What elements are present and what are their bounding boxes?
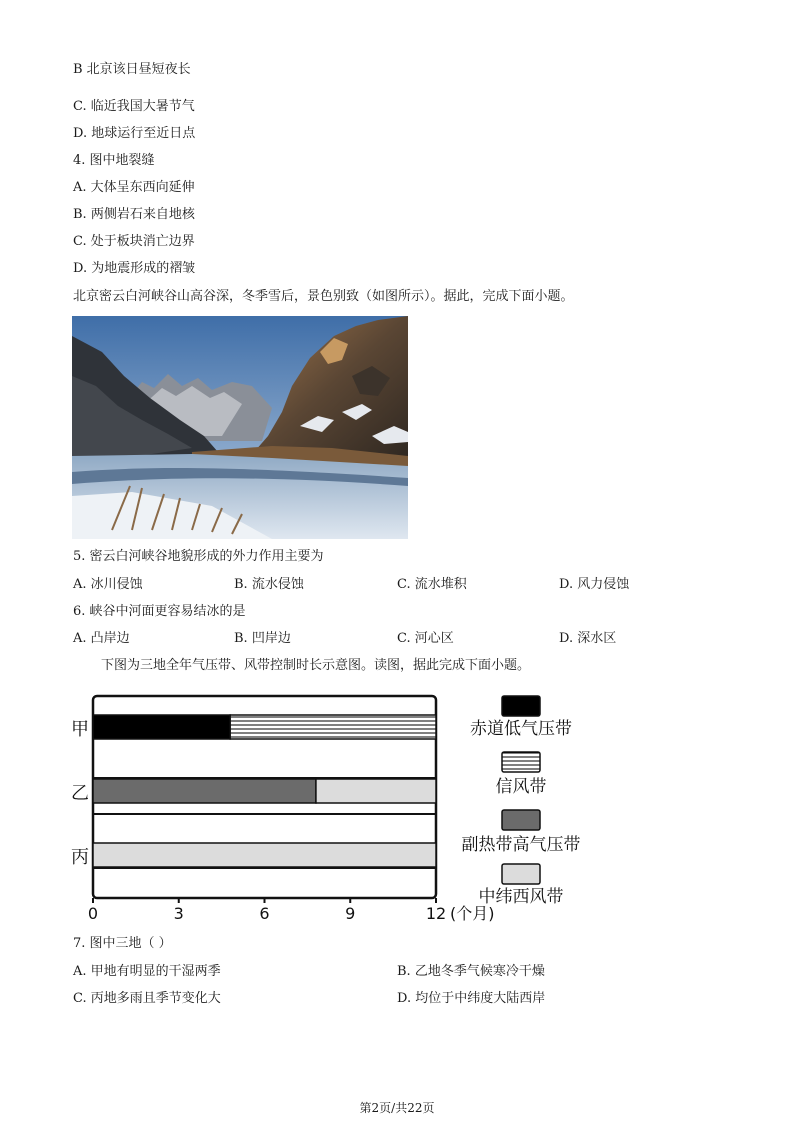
q3-option-c: C. 临近我国大暑节气 — [73, 99, 195, 114]
q7-option-c: C. 丙地多雨且季节变化大 — [73, 991, 221, 1006]
q5-option-a: A. 冰川侵蚀 — [73, 577, 143, 592]
bar-乙-副热带高气压带 — [93, 779, 316, 803]
q5-options — [73, 576, 693, 594]
legend-label: 副热带高气压带 — [461, 835, 581, 855]
page-footer: 第2页/共22页 — [359, 1101, 435, 1115]
x-tick-label: 12 — [425, 904, 447, 923]
q6-option-c: C. 河心区 — [397, 631, 454, 646]
q5-stem: 5. 密云白河峡谷地貌形成的外力作用主要为 — [73, 549, 324, 564]
bar-乙-中纬西风带 — [316, 779, 436, 803]
x-tick-label: 0 — [87, 904, 99, 923]
pressure-wind-chart — [66, 688, 626, 924]
category-label: 乙 — [71, 783, 89, 804]
q4-option-b: B. 两侧岩石来自地核 — [73, 207, 195, 222]
legend-swatch — [502, 696, 540, 716]
q4-option-d: D. 为地震形成的褶皱 — [73, 261, 196, 276]
category-label: 丙 — [71, 847, 89, 868]
legend-swatch — [502, 752, 540, 772]
q4-option-c: C. 处于板块消亡边界 — [73, 234, 195, 249]
legend-swatch — [502, 810, 540, 830]
legend-swatch — [502, 864, 540, 884]
valley-intro: 北京密云白河峡谷山高谷深，冬季雪后，景色别致（如图所示）。据此，完成下面小题。 — [73, 289, 574, 304]
category-label: 甲 — [71, 719, 89, 740]
q4-option-a: A. 大体呈东西向延伸 — [73, 180, 195, 195]
q7-option-d: D. 均位于中纬度大陆西岸 — [397, 991, 546, 1006]
legend-label: 信风带 — [495, 777, 547, 797]
x-axis-label: (个月) — [450, 904, 495, 923]
q6-option-b: B. 凹岸边 — [234, 631, 291, 646]
q5-option-c: C. 流水堆积 — [397, 577, 467, 592]
valley-photo — [72, 316, 408, 539]
q6-option-d: D. 深水区 — [559, 631, 617, 646]
chart-intro: 下图为三地全年气压带、风带控制时长示意图。读图，据此完成下面小题。 — [101, 658, 531, 673]
q6-options — [73, 630, 693, 648]
q7-option-b: B. 乙地冬季气候寒冷干燥 — [397, 964, 545, 979]
bar-甲-信风带 — [230, 715, 436, 739]
bar-甲-赤道低气压带 — [93, 715, 230, 739]
x-tick-label: 3 — [173, 904, 184, 923]
q6-option-a: A. 凸岸边 — [73, 631, 130, 646]
q7-option-a: A. 甲地有明显的干湿两季 — [73, 964, 221, 979]
q5-option-b: B. 流水侵蚀 — [234, 577, 304, 592]
q7-options-row2 — [73, 990, 693, 1008]
bar-丙-中纬西风带 — [93, 843, 436, 867]
q3-option-b: B 北京该日昼短夜长 — [73, 62, 191, 77]
q7-options-row1 — [73, 963, 693, 981]
x-tick-label: 9 — [345, 904, 356, 923]
legend-label: 中纬西风带 — [478, 887, 564, 907]
q6-stem: 6. 峡谷中河面更容易结冰的是 — [73, 604, 246, 619]
q5-option-d: D. 风力侵蚀 — [559, 577, 630, 592]
x-tick-label: 6 — [259, 904, 270, 923]
legend-label: 赤道低气压带 — [470, 719, 572, 739]
q3-option-d: D. 地球运行至近日点 — [73, 126, 196, 141]
q4-stem: 4. 图中地裂缝 — [73, 153, 155, 168]
q7-stem: 7. 图中三地（ ） — [73, 936, 172, 951]
